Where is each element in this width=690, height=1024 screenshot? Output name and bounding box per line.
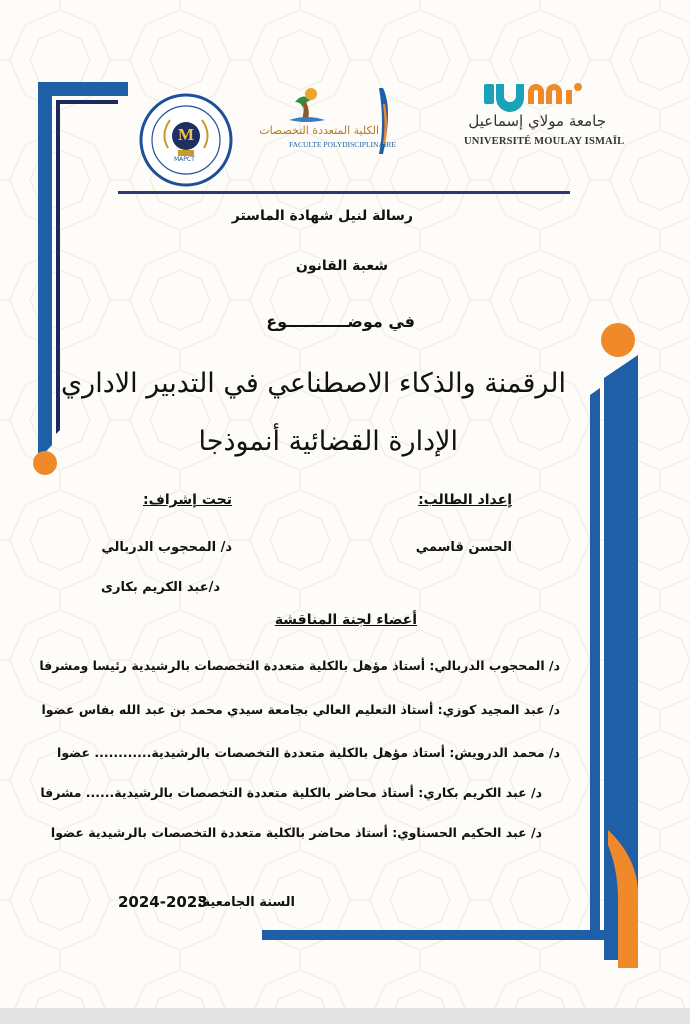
- department: شعبة القانون: [295, 258, 388, 274]
- committee-label: أعضاء لجنة المناقشة: [274, 612, 417, 628]
- header-divider: [118, 191, 570, 194]
- committee-member-5: د/ عبد الحكيم الحسناوي: أستاذ محاضر بالكلية متعددة التخصصات بالرشيدية عضوا: [50, 825, 542, 840]
- master-seal-logo: [138, 92, 234, 188]
- student-name: الحسن قاسمي: [415, 540, 512, 555]
- frame-bottom-bar: [262, 930, 608, 940]
- prepared-by-label: إعداد الطالب:: [418, 492, 512, 508]
- subject-label: في موضـــــــــــوع: [266, 312, 415, 331]
- supervisor-1: د/ المحجوب الدربالي: [101, 540, 232, 555]
- committee-member-1: د/ المحجوب الدربالي: أستاذ مؤهل بالكلية متعددة التخصصات بالرشيدية رئيسا ومشرفا: [39, 658, 560, 673]
- faculty-latin-name: FACULTE POLYDISCIPLINAIRE: [289, 140, 396, 149]
- supervision-label: تحت إشراف:: [143, 492, 232, 508]
- umi-logo: [462, 78, 625, 164]
- seal-small-text: MAPCT: [174, 156, 195, 163]
- orange-dot-left: [33, 451, 57, 475]
- umi-latin-name: UNIVERSITÉ MOULAY ISMAÏL: [464, 136, 625, 147]
- academic-year-value: 2024-2023: [118, 893, 208, 911]
- faculty-arabic-name: الكلية المتعددة التخصصات: [259, 124, 379, 137]
- thesis-type: رسالة لنيل شهادة الماستر: [231, 208, 413, 224]
- supervisor-2: د/عبد الكريم بكارى: [101, 580, 220, 595]
- academic-year-label: السنة الجامعية:: [197, 895, 295, 910]
- committee-member-3: د/ محمد الدرويش: أستاذ مؤهل بالكلية متعددة التخصصات بالرشيدية............ عضوا: [57, 745, 560, 760]
- frame-right-blue-bar: [590, 388, 600, 935]
- thesis-title-line1: الرقمنة والذكاء الاصطناعي في التدبير الاداري: [61, 368, 566, 399]
- committee-member-2: د/ عبد المجيد كوزي: أستاذ التعليم العالي بجامعة سيدي محمد بن عبد الله بفاس عضوا: [41, 702, 560, 717]
- bottom-strip: [0, 1008, 690, 1024]
- orange-dot-right: [601, 323, 635, 357]
- seal-monogram: M: [178, 125, 195, 144]
- thesis-title-line2: الإدارة القضائية أنموذجا: [198, 426, 458, 457]
- frame-left-blue-bar: [38, 82, 128, 460]
- umi-arabic-name: جامعة مولاي إسماعيل: [468, 112, 606, 130]
- faculty-logo: [259, 84, 397, 160]
- committee-member-4: د/ عبد الكريم بكاري: أستاذ محاضر بالكلية متعددة التخصصات بالرشيدية...... مشرفا: [40, 785, 542, 800]
